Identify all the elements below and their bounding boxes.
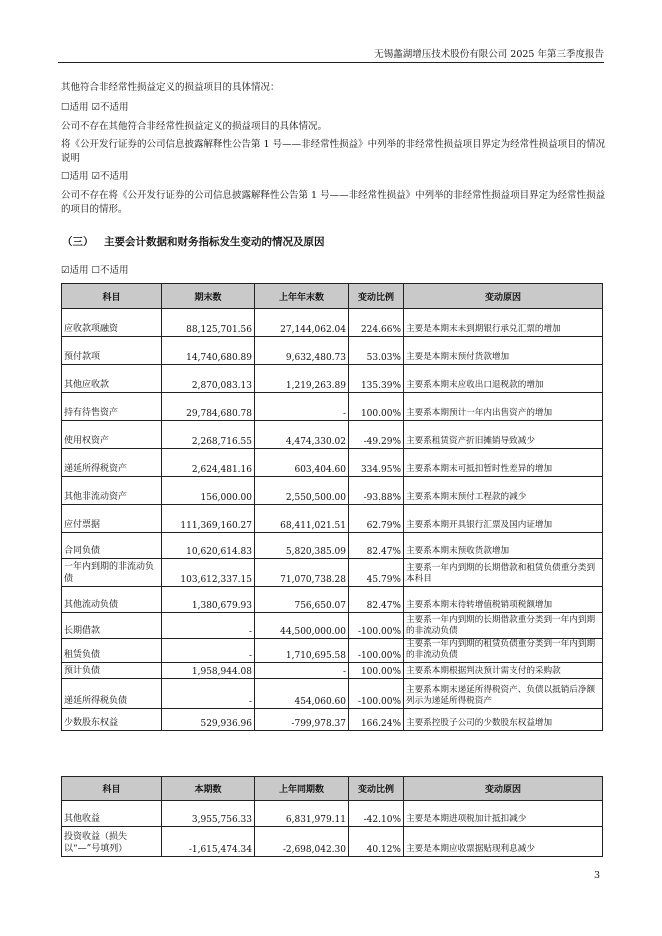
cell-change-ratio: -100.00% [349, 679, 404, 709]
cell-change-ratio: -93.88% [349, 477, 404, 505]
cell-value-prior: 44,500,000.00 [255, 613, 349, 639]
cell-value-current: 29,784,680.78 [162, 393, 255, 421]
cell-subject: 持有待售资产 [62, 393, 162, 421]
table-row [62, 679, 603, 709]
section-number: （三） [62, 236, 94, 248]
cell-value-prior: 1,710,695.58 [255, 639, 349, 663]
applicability-checkbox: ☑适用 ☐不适用 [61, 265, 129, 276]
cell-subject: 递延所得税负债 [62, 679, 162, 709]
cell-change-ratio: 45.79% [349, 559, 404, 587]
cell-value-prior: 68,411,021.51 [255, 505, 349, 533]
cell-change-reason: 主要是本期末预付货款增加 [404, 337, 603, 365]
table-row [62, 337, 603, 365]
col-header-prior-period: 上年同期数 [255, 777, 349, 801]
cell-value-prior: 756,650.07 [255, 587, 349, 613]
cell-change-ratio: 166.24% [349, 709, 404, 731]
cell-value-current: 111,369,160.27 [162, 505, 255, 533]
table-row [62, 421, 603, 449]
cell-subject: 一年内到期的非流动负债 [62, 559, 162, 587]
cell-value-prior: 27,144,062.04 [255, 309, 349, 337]
cell-value-current: 2,624,481.16 [162, 449, 255, 477]
col-header-current-period: 本期数 [162, 777, 255, 801]
cell-value-current: - [162, 679, 255, 709]
cell-value-current: 103,612,337.15 [162, 559, 255, 587]
report-header-title: 无锡蠡湖增压技术股份有限公司 2025 年第三季度报告 [374, 49, 604, 60]
cell-change-ratio: 53.03% [349, 337, 404, 365]
cell-subject: 其他非流动资产 [62, 477, 162, 505]
cell-subject: 其他收益 [62, 801, 162, 827]
table-row [62, 587, 603, 613]
cell-value-prior: 71,070,738.28 [255, 559, 349, 587]
cell-subject: 使用权资产 [62, 421, 162, 449]
cell-value-current: 529,936.96 [162, 709, 255, 731]
col-header-change-ratio: 变动比例 [349, 284, 404, 309]
cell-subject: 应付票据 [62, 505, 162, 533]
table-row [62, 309, 603, 337]
cell-change-ratio: 224.66% [349, 309, 404, 337]
cell-change-ratio: -100.00% [349, 613, 404, 639]
cell-value-current: 10,620,614.83 [162, 533, 255, 559]
cell-change-reason: 主要是本期进项税加计抵扣减少 [404, 801, 603, 827]
cell-subject: 长期借款 [62, 613, 162, 639]
checkbox-line: ☐适用 ☑不适用 [61, 102, 129, 113]
checkbox-line: ☐适用 ☑不适用 [61, 171, 129, 182]
paragraph: 将《公开发行证券的公司信息披露解释性公告第 1 号——非经常性损益》中列举的非经常性损益项目界定为经常性损益项目的情况说明 [61, 139, 606, 164]
cell-subject: 投资收益（损失以“—”号填列） [62, 827, 162, 857]
cell-subject: 其他流动负债 [62, 587, 162, 613]
cell-subject: 应收款项融资 [62, 309, 162, 337]
cell-value-current: 156,000.00 [162, 477, 255, 505]
cell-change-reason: 主要系一年内到期的租赁负债重分类到一年内到期的非流动负债 [404, 639, 603, 663]
cell-change-reason: 主要系本期预计一年内出售资产的增加 [404, 393, 603, 421]
paragraph: 公司不存在将《公开发行证券的公司信息披露解释性公告第 1 号——非经常性损益》中列举的非经常性损益项目界定为经常性损益的项目的情形。 [61, 190, 606, 215]
col-header-period-end: 期末数 [162, 284, 255, 309]
cell-subject: 租赁负债 [62, 639, 162, 663]
col-header-change-reason: 变动原因 [404, 284, 603, 309]
table-row [62, 365, 603, 393]
cell-change-reason: 主要系一年内到期的长期借款重分类到一年内到期的非流动负债 [404, 613, 603, 639]
balance-sheet-changes-table [61, 283, 603, 731]
cell-change-reason: 主要系本期末预收货款增加 [404, 533, 603, 559]
income-statement-changes-table [61, 776, 603, 857]
cell-change-reason: 主要系一年内到期的长期借款和租赁负债重分类到本科目 [404, 559, 603, 587]
cell-change-ratio: 100.00% [349, 663, 404, 679]
cell-subject: 预付款项 [62, 337, 162, 365]
cell-change-ratio: 40.12% [349, 827, 404, 857]
cell-value-current: 3,955,756.33 [162, 801, 255, 827]
col-header-change-reason: 变动原因 [404, 777, 603, 801]
cell-change-reason: 主要系本期开具银行汇票及国内证增加 [404, 505, 603, 533]
cell-change-reason: 主要系本期末应收出口退税款的增加 [404, 365, 603, 393]
cell-change-reason: 主要系本期末预付工程款的减少 [404, 477, 603, 505]
col-header-subject: 科目 [62, 777, 162, 801]
cell-change-ratio: -42.10% [349, 801, 404, 827]
cell-value-prior: 6,831,979.11 [255, 801, 349, 827]
table-row [62, 449, 603, 477]
table-row [62, 709, 603, 731]
cell-value-current: - [162, 613, 255, 639]
cell-value-prior: 2,550,500.00 [255, 477, 349, 505]
section-title: 主要会计数据和财务指标发生变动的情况及原因 [104, 236, 325, 248]
cell-value-current: 1,380,679.93 [162, 587, 255, 613]
cell-change-ratio: 82.47% [349, 587, 404, 613]
col-header-change-ratio: 变动比例 [349, 777, 404, 801]
cell-subject: 其他应收款 [62, 365, 162, 393]
table-row [62, 827, 603, 857]
cell-change-reason: 主要是本期末未到期银行承兑汇票的增加 [404, 309, 603, 337]
col-header-subject: 科目 [62, 284, 162, 309]
table-row [62, 801, 603, 827]
cell-value-prior: - [255, 393, 349, 421]
cell-change-ratio: 135.39% [349, 365, 404, 393]
table-row [62, 477, 603, 505]
cell-value-current: -1,615,474.34 [162, 827, 255, 857]
cell-change-reason: 主要系本期末待转增值税销项税额增加 [404, 587, 603, 613]
cell-value-prior: 454,060.60 [255, 679, 349, 709]
col-header-prior-year-end: 上年年末数 [255, 284, 349, 309]
cell-value-current: 88,125,701.56 [162, 309, 255, 337]
cell-change-ratio: -49.29% [349, 421, 404, 449]
cell-change-ratio: -100.00% [349, 639, 404, 663]
cell-change-ratio: 100.00% [349, 393, 404, 421]
section-heading [62, 234, 325, 249]
header-divider [58, 62, 604, 63]
table-row [62, 639, 603, 663]
cell-value-current: 1,958,944.08 [162, 663, 255, 679]
cell-subject: 预计负债 [62, 663, 162, 679]
cell-change-ratio: 82.47% [349, 533, 404, 559]
cell-change-ratio: 334.95% [349, 449, 404, 477]
cell-value-current: 2,870,083.13 [162, 365, 255, 393]
cell-value-prior: 603,404.60 [255, 449, 349, 477]
cell-value-prior: - [255, 663, 349, 679]
table-row [62, 559, 603, 587]
cell-value-prior: 1,219,263.89 [255, 365, 349, 393]
cell-value-prior: -799,978.37 [255, 709, 349, 731]
cell-change-reason: 主要是本期应收票据贴现利息减少 [404, 827, 603, 857]
cell-subject: 合同负债 [62, 533, 162, 559]
cell-value-prior: 9,632,480.73 [255, 337, 349, 365]
cell-value-prior: 5,820,385.09 [255, 533, 349, 559]
cell-change-reason: 主要系本期末可抵扣暂时性差异的增加 [404, 449, 603, 477]
table-row [62, 393, 603, 421]
table-row [62, 533, 603, 559]
page-number: 3 [593, 870, 600, 881]
table-row [62, 505, 603, 533]
cell-value-prior: -2,698,042.30 [255, 827, 349, 857]
cell-subject: 少数股东权益 [62, 709, 162, 731]
cell-change-reason: 主要系本期末递延所得税资产、负债以抵销后净额列示为递延所得税资产 [404, 679, 603, 709]
cell-change-ratio: 62.79% [349, 505, 404, 533]
table-row [62, 663, 603, 679]
cell-value-prior: 4,474,330.02 [255, 421, 349, 449]
cell-change-reason: 主要系控股子公司的少数股东权益增加 [404, 709, 603, 731]
cell-change-reason: 主要系本期根据判决预计需支付的采购款 [404, 663, 603, 679]
paragraph: 其他符合非经常性损益定义的损益项目的具体情况： [61, 82, 280, 93]
paragraph: 公司不存在其他符合非经常性损益定义的损益项目的具体情况。 [61, 121, 328, 132]
cell-subject: 递延所得税资产 [62, 449, 162, 477]
cell-value-current: 14,740,680.89 [162, 337, 255, 365]
table-row [62, 613, 603, 639]
cell-change-reason: 主要系租赁资产折旧摊销导致减少 [404, 421, 603, 449]
cell-value-current: - [162, 639, 255, 663]
cell-value-current: 2,268,716.55 [162, 421, 255, 449]
